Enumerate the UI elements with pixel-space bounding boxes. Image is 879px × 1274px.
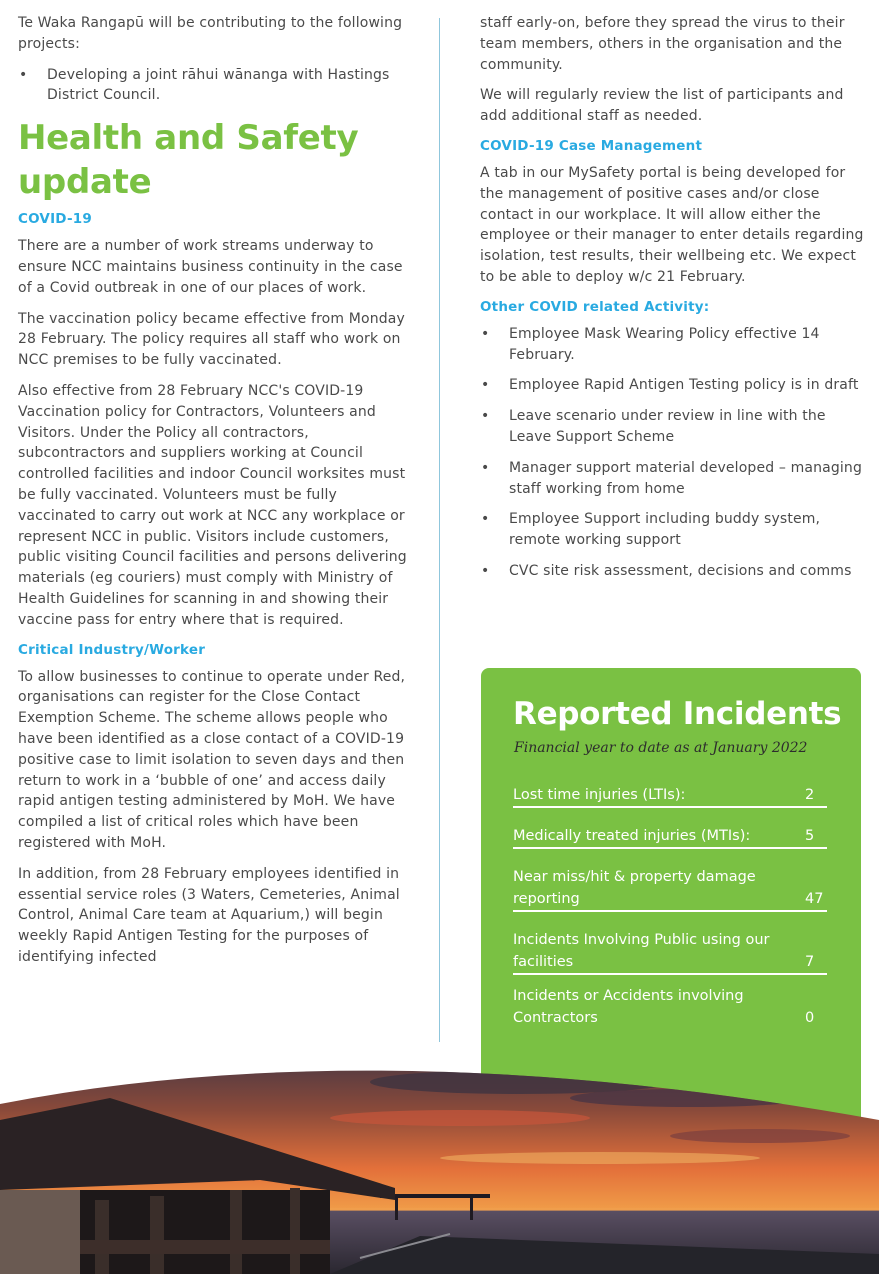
incidents-title: Reported Incidents [513, 696, 842, 732]
incident-label: Incidents or Accidents involving Contractors [513, 988, 744, 1026]
paragraph: Also effective from 28 February NCC's COVID-19 Vaccination policy for Contractors, Volunteers and Visitors. Under the Policy all contractors, subcontractors and suppliers working at Council controlled facilities and indoor Council worksites must be fully vaccinated. Volunteers must be fully vaccinated to carry out work at NCC any workplace or represent NCC in public. Visitors include customers, public visiting Council facilities and persons delivering materials (eg couriers) must comply with Ministry of Health Guidelines for scanning in and showing their vaccine pass for entry where that is required. [18, 382, 407, 628]
covid-subheading: COVID-19 [18, 211, 92, 228]
list-item: • Employee Support including buddy system, remote working support [480, 509, 865, 551]
incident-value: 5 [805, 828, 815, 844]
incident-label: Medically treated injuries (MTIs): [513, 828, 751, 844]
list-item: • Developing a joint rāhui wānanga with Hastings District Council. [18, 65, 410, 107]
left-column [18, 0, 410, 978]
page-heading: Health and Safety update [18, 118, 359, 203]
paragraph: To allow businesses to continue to operate under Red, organisations can register for the Close Contact Exemption Scheme. The scheme allows people who have been identified as a close contact of a COVID-19 positive case to limit isolation to seven days and then return to work in a ‘bubble of one’ and access daily rapid antigen testing administered by MoH. We have compiled a list of critical roles which have been registered with MoH. [18, 668, 406, 851]
incident-label: Incidents Involving Public using our facilities [513, 932, 770, 970]
paragraph: We will regularly review the list of participants and add additional staff as needed. [480, 87, 844, 125]
case-management-subheading: COVID-19 Case Management [480, 137, 703, 154]
list-item: • Manager support material developed – managing staff working from home [480, 458, 865, 500]
column-divider [439, 18, 440, 1042]
incident-row [513, 919, 827, 975]
right-column [480, 0, 865, 592]
list-item: • CVC site risk assessment, decisions and comms [480, 561, 865, 582]
incident-label: Lost time injuries (LTIs): [513, 787, 686, 803]
paragraph: The vaccination policy became effective from Monday 28 February. The policy requires all staff who work on NCC premises to be fully vaccinated. [18, 310, 405, 369]
incidents-subtitle: Financial year to date as at January 2022 [514, 740, 808, 756]
incident-row [513, 815, 827, 849]
critical-subheading: Critical Industry/Worker [18, 641, 206, 658]
paragraph: In addition, from 28 February employees identified in essential service roles (3 Waters, Cemeteries, Animal Control, Animal Care team at Aquarium,) will begin weekly Rapid Antigen Testing for the purposes of identifying infected [18, 865, 400, 965]
intro-list [18, 65, 410, 107]
incident-row [513, 983, 827, 1029]
paragraph: staff early-on, before they spread the virus to their team members, others in the organisation and the community. [480, 15, 845, 73]
incident-row [513, 856, 827, 912]
incident-value: 47 [805, 891, 824, 907]
list-item: • Leave scenario under review in line with the Leave Support Scheme [480, 406, 865, 448]
list-item: • Employee Rapid Antigen Testing policy is in draft [480, 375, 865, 396]
incident-value: 7 [805, 954, 815, 970]
sunset-pavilion-photo [0, 1040, 879, 1274]
list-item: • Employee Mask Wearing Policy effective 14 February. [480, 324, 865, 366]
intro-text: Te Waka Rangapū will be contributing to the following projects: [18, 15, 403, 52]
incident-row [513, 774, 827, 808]
incident-value: 0 [805, 1010, 815, 1026]
incident-value: 2 [805, 787, 815, 803]
incident-label: Near miss/hit & property damage reporting [513, 869, 756, 907]
other-activity-subheading: Other COVID related Activity: [480, 298, 710, 315]
activity-list [480, 324, 865, 582]
paragraph: A tab in our MySafety portal is being developed for the management of positive cases and/or close contact in our workplace. It will allow either the employee or their manager to enter details regarding isolation, test results, their wellbeing etc. We expect to be able to deploy w/c 21 February. [480, 164, 864, 285]
paragraph: There are a number of work streams underway to ensure NCC maintains business continuity in the case of a Covid outbreak in one of our places of work. [18, 238, 403, 296]
